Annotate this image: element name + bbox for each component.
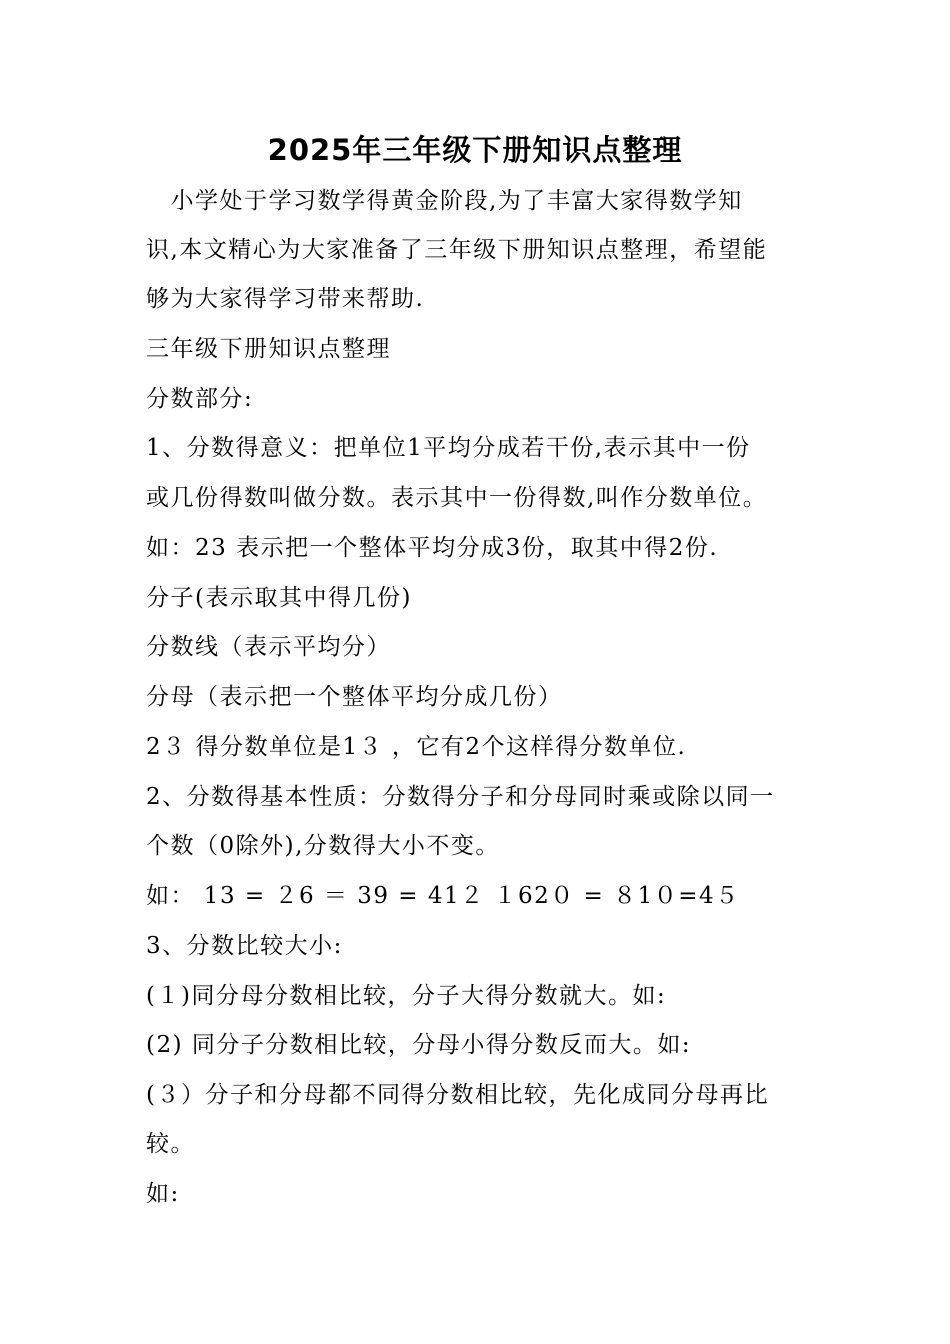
- paragraph-line: 较。: [146, 1131, 195, 1157]
- paragraph-line: 如:: [146, 1181, 180, 1207]
- section-heading: 分数部分:: [146, 386, 254, 412]
- paragraph-line: 小学处于学习数学得黄金阶段,为了丰富大家得数学知: [146, 188, 743, 214]
- paragraph-line: (３）分子和分母都不同得分数相比较，先化成同分母再比: [146, 1082, 769, 1108]
- paragraph-line: 识,本文精心为大家准备了三年级下册知识点整理，希望能: [146, 237, 768, 263]
- paragraph-line: (2) 同分子分数相比较，分母小得分数反而大。如:: [146, 1032, 692, 1058]
- paragraph-line: 分数线（表示平均分）: [146, 634, 391, 660]
- section-heading: 3、分数比较大小:: [146, 933, 343, 959]
- paragraph-line: 个数（0除外),分数得大小不变。: [146, 833, 500, 859]
- document-title: 2025年三年级下册知识点整理: [267, 133, 683, 167]
- paragraph-line: 如：23 表示把一个整体平均分成3份，取其中得2份.: [146, 535, 719, 561]
- paragraph-line: 2、分数得基本性质：分数得分子和分母同时乘或除以同一: [146, 784, 775, 810]
- paragraph-line: 1、分数得意义：把单位1平均分成若干份,表示其中一份: [146, 435, 751, 461]
- paragraph-line: 或几份得数叫做分数。表示其中一份得数,叫作分数单位。: [146, 485, 768, 511]
- paragraph-line: 分子(表示取其中得几份): [146, 585, 412, 611]
- section-heading: 三年级下册知识点整理: [146, 336, 391, 362]
- paragraph-line: 够为大家得学习带来帮助.: [146, 286, 425, 312]
- paragraph-line: 分母（表示把一个整体平均分成几份）: [146, 684, 563, 710]
- paragraph-line: (１)同分母分数相比较，分子大得分数就大。如:: [146, 983, 667, 1009]
- paragraph-line: 如： 13 = ２6 ＝ 39 = 41２ １62０ = ８1０=4５: [146, 883, 740, 909]
- paragraph-line: 2３ 得分数单位是1３ ，它有2个这样得分数单位.: [146, 734, 687, 760]
